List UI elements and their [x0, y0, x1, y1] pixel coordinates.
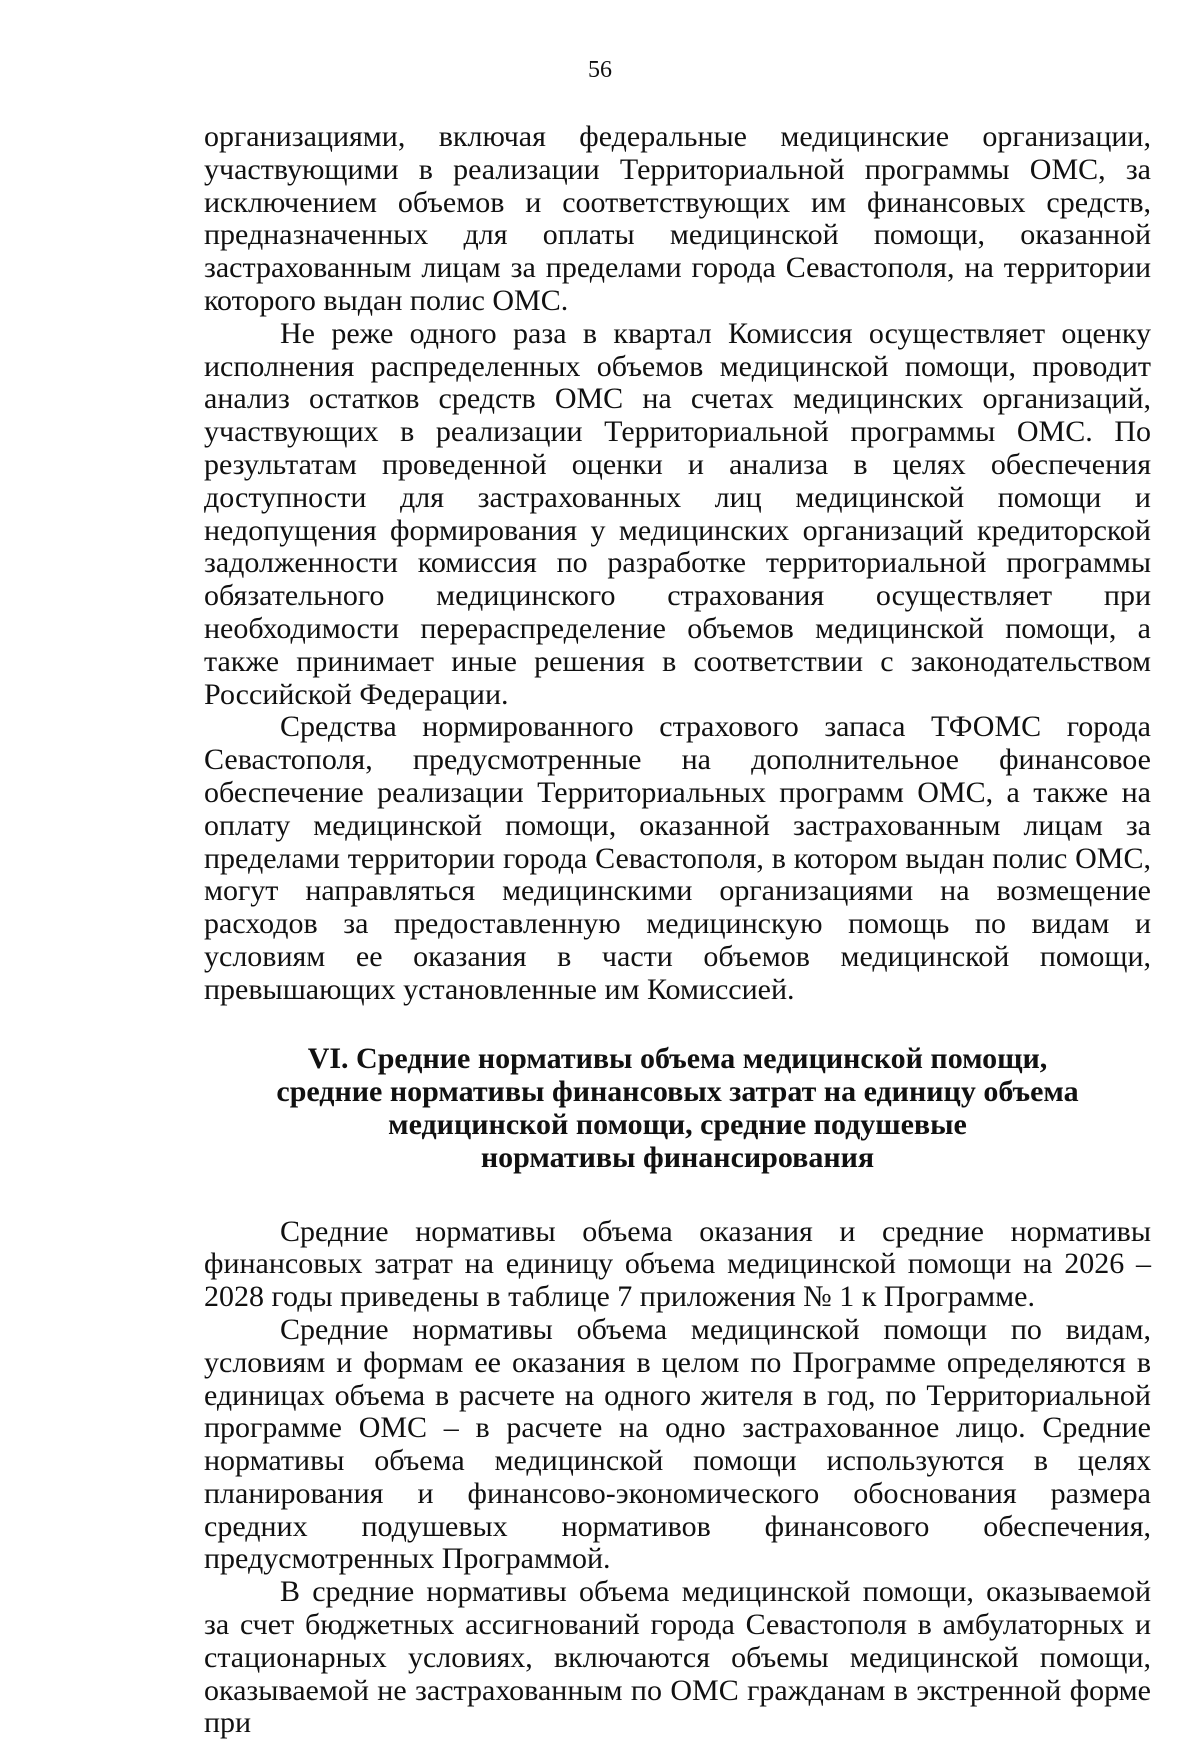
- paragraph-budget-allocations: В средние нормативы объема медицинской помощи, оказываемой за счет бюджетных ассигнований города Севастополя в амбулаторных и стационарных условиях, включаются объемы медицинской помощи, оказываемой не застрахованным по ОМС гражданам в экстренной форме при: [204, 1575, 1151, 1740]
- section-heading-line: VI. Средние нормативы объема медицинской помощи,: [307, 1041, 1048, 1075]
- page-number: 56: [588, 57, 612, 83]
- paragraph-insurance-reserve: Средства нормированного страхового запаса ТФОМС города Севастополя, предусмотренные на дополнительное финансовое обеспечение реализации Территориальных программ ОМС, а также на оплату медицинской помощи, оказанной застрахованным лицам за пределами территории города Севастополя, в котором выдан полис ОМС, могут направляться медицинскими организациями на возмещение расходов за предоставленную медицинскую помощь по видам и условиям ее оказания в части объемов медицинской помощи, превышающих установленные им Комиссией.: [204, 710, 1151, 1006]
- paragraph-commission-assessment: Не реже одного раза в квартал Комиссия осуществляет оценку исполнения распределенных объемов медицинской помощи, проводит анализ остатков средств ОМС на счетах медицинских организаций, участвующих в реализации Территориальной программы ОМС. По результатам проведенной оценки и анализа в целях обеспечения доступности для застрахованных лиц медицинской помощи и недопущения формирования у медицинских организаций кредиторской задолженности комиссия по разработке территориальной программы обязательного медицинского страхования осуществляет при необходимости перераспределение объемов медицинской помощи, а также принимает иные решения в соответствии с законодательством Российской Федерации.: [204, 316, 1151, 711]
- section-heading-line: медицинской помощи, средние подушевые: [388, 1107, 967, 1141]
- document-body: [204, 121, 1151, 1740]
- paragraph-continuation: организациями, включая федеральные медицинские организации, участвующими в реализации Территориальной программы ОМС, за исключением объемов и соответствующих им финансовых средств, предназначенных для оплаты медицинской помощи, оказанной застрахованным лицам за пределами города Севастополя, на территории которого выдан полис ОМС.: [204, 120, 1151, 317]
- paragraph-volume-norms-definition: Средние нормативы объема медицинской помощи по видам, условиям и формам ее оказания в целом по Программе определяются в единицах объема в расчете на одного жителя в год, по Территориальной программе ОМС – в расчете на одно застрахованное лицо. Средние нормативы объема медицинской помощи используются в целях планирования и финансово-экономического обоснования размера средних подушевых нормативов финансового обеспечения, предусмотренных Программой.: [204, 1312, 1151, 1576]
- section-heading: [204, 1042, 1151, 1174]
- section-heading-line: нормативы финансирования: [480, 1140, 875, 1174]
- paragraph-volume-norms: Средние нормативы объема оказания и средние нормативы финансовых затрат на единицу объема медицинской помощи на 2026 – 2028 годы приведены в таблице 7 приложения № 1 к Программе.: [204, 1214, 1151, 1314]
- section-heading-line: средние нормативы финансовых затрат на единицу объема: [276, 1074, 1079, 1108]
